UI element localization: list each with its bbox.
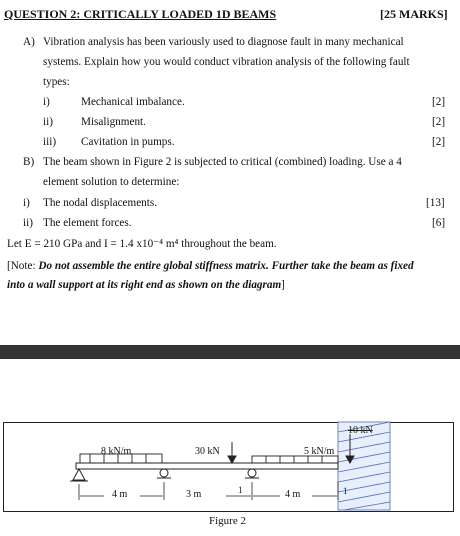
- part-a-text-line2: systems. Explain how you would conduct vibration analysis of the following fault: [43, 56, 410, 68]
- part-a-item-marks: [2]: [432, 116, 446, 128]
- part-b-item-text: The nodal displacements.: [43, 197, 158, 209]
- part-a-item-num: iii): [43, 136, 57, 148]
- point-load-label: 30 kN: [195, 446, 220, 457]
- roller-support-middle: [157, 469, 171, 478]
- span3-label: 4 m: [285, 489, 301, 500]
- part-a-item-num: ii): [43, 116, 53, 128]
- span2-label: 3 m: [186, 489, 202, 500]
- part-a-text-line1: Vibration analysis has been variously used to diagnose fault in many mechanical: [43, 36, 404, 48]
- part-a-item-text: Misalignment.: [81, 116, 146, 128]
- figure-caption: Figure 2: [209, 515, 246, 527]
- note-line1: [7, 260, 414, 272]
- mark-label: 1: [238, 485, 243, 495]
- span1-label: 4 m: [112, 489, 128, 500]
- question-marks: [25 MARKS]: [380, 7, 448, 21]
- wall-load-label: 10 kN: [348, 425, 373, 436]
- part-b-item-num: ii): [23, 217, 33, 229]
- part-b-item-num: i): [23, 197, 30, 209]
- part-a-label: A): [23, 36, 35, 48]
- pin-support-left: [70, 469, 88, 481]
- udl-right: [252, 456, 338, 463]
- beam: [76, 463, 338, 469]
- part-a-item-text: Mechanical imbalance.: [81, 96, 185, 108]
- part-b-label: B): [23, 156, 35, 168]
- part-a-item-marks: [2]: [432, 96, 446, 108]
- question-title: QUESTION 2: CRITICALLY LOADED 1D BEAMS: [4, 7, 277, 21]
- note-suffix: ]: [281, 279, 285, 291]
- part-b-text-line2: element solution to determine:: [43, 176, 180, 188]
- note-body-line2: into a wall support at its right end as shown on the diagram: [7, 279, 282, 291]
- point-load-arrow: [228, 442, 236, 463]
- note-line2: [7, 279, 285, 291]
- mark-label: 1: [343, 486, 348, 496]
- beam-diagram: [0, 420, 460, 515]
- note-prefix: [Note:: [7, 260, 39, 272]
- section-divider: [0, 345, 460, 359]
- part-b-text-line1: The beam shown in Figure 2 is subjected to critical (combined) loading. Use a 4: [43, 156, 402, 168]
- part-a-item-text: Cavitation in pumps.: [81, 136, 175, 148]
- roller-support-right: [245, 469, 259, 478]
- part-b-item-marks: [13]: [426, 197, 445, 209]
- part-a-item-marks: [2]: [432, 136, 446, 148]
- part-a-text-line3: types:: [43, 76, 70, 88]
- note-body-line1: Do not assemble the entire global stiffness matrix. Further take the beam as fixed: [38, 260, 414, 272]
- part-a-item-num: i): [43, 96, 50, 108]
- udl-left-label: 8 kN/m: [101, 446, 132, 457]
- udl-right-label: 5 kN/m: [304, 446, 335, 457]
- part-b-item-marks: [6]: [432, 217, 446, 229]
- given-values: Let E = 210 GPa and I = 1.4 x10⁻⁴ m⁴ throughout the beam.: [7, 238, 277, 250]
- part-b-item-text: The element forces.: [43, 217, 132, 229]
